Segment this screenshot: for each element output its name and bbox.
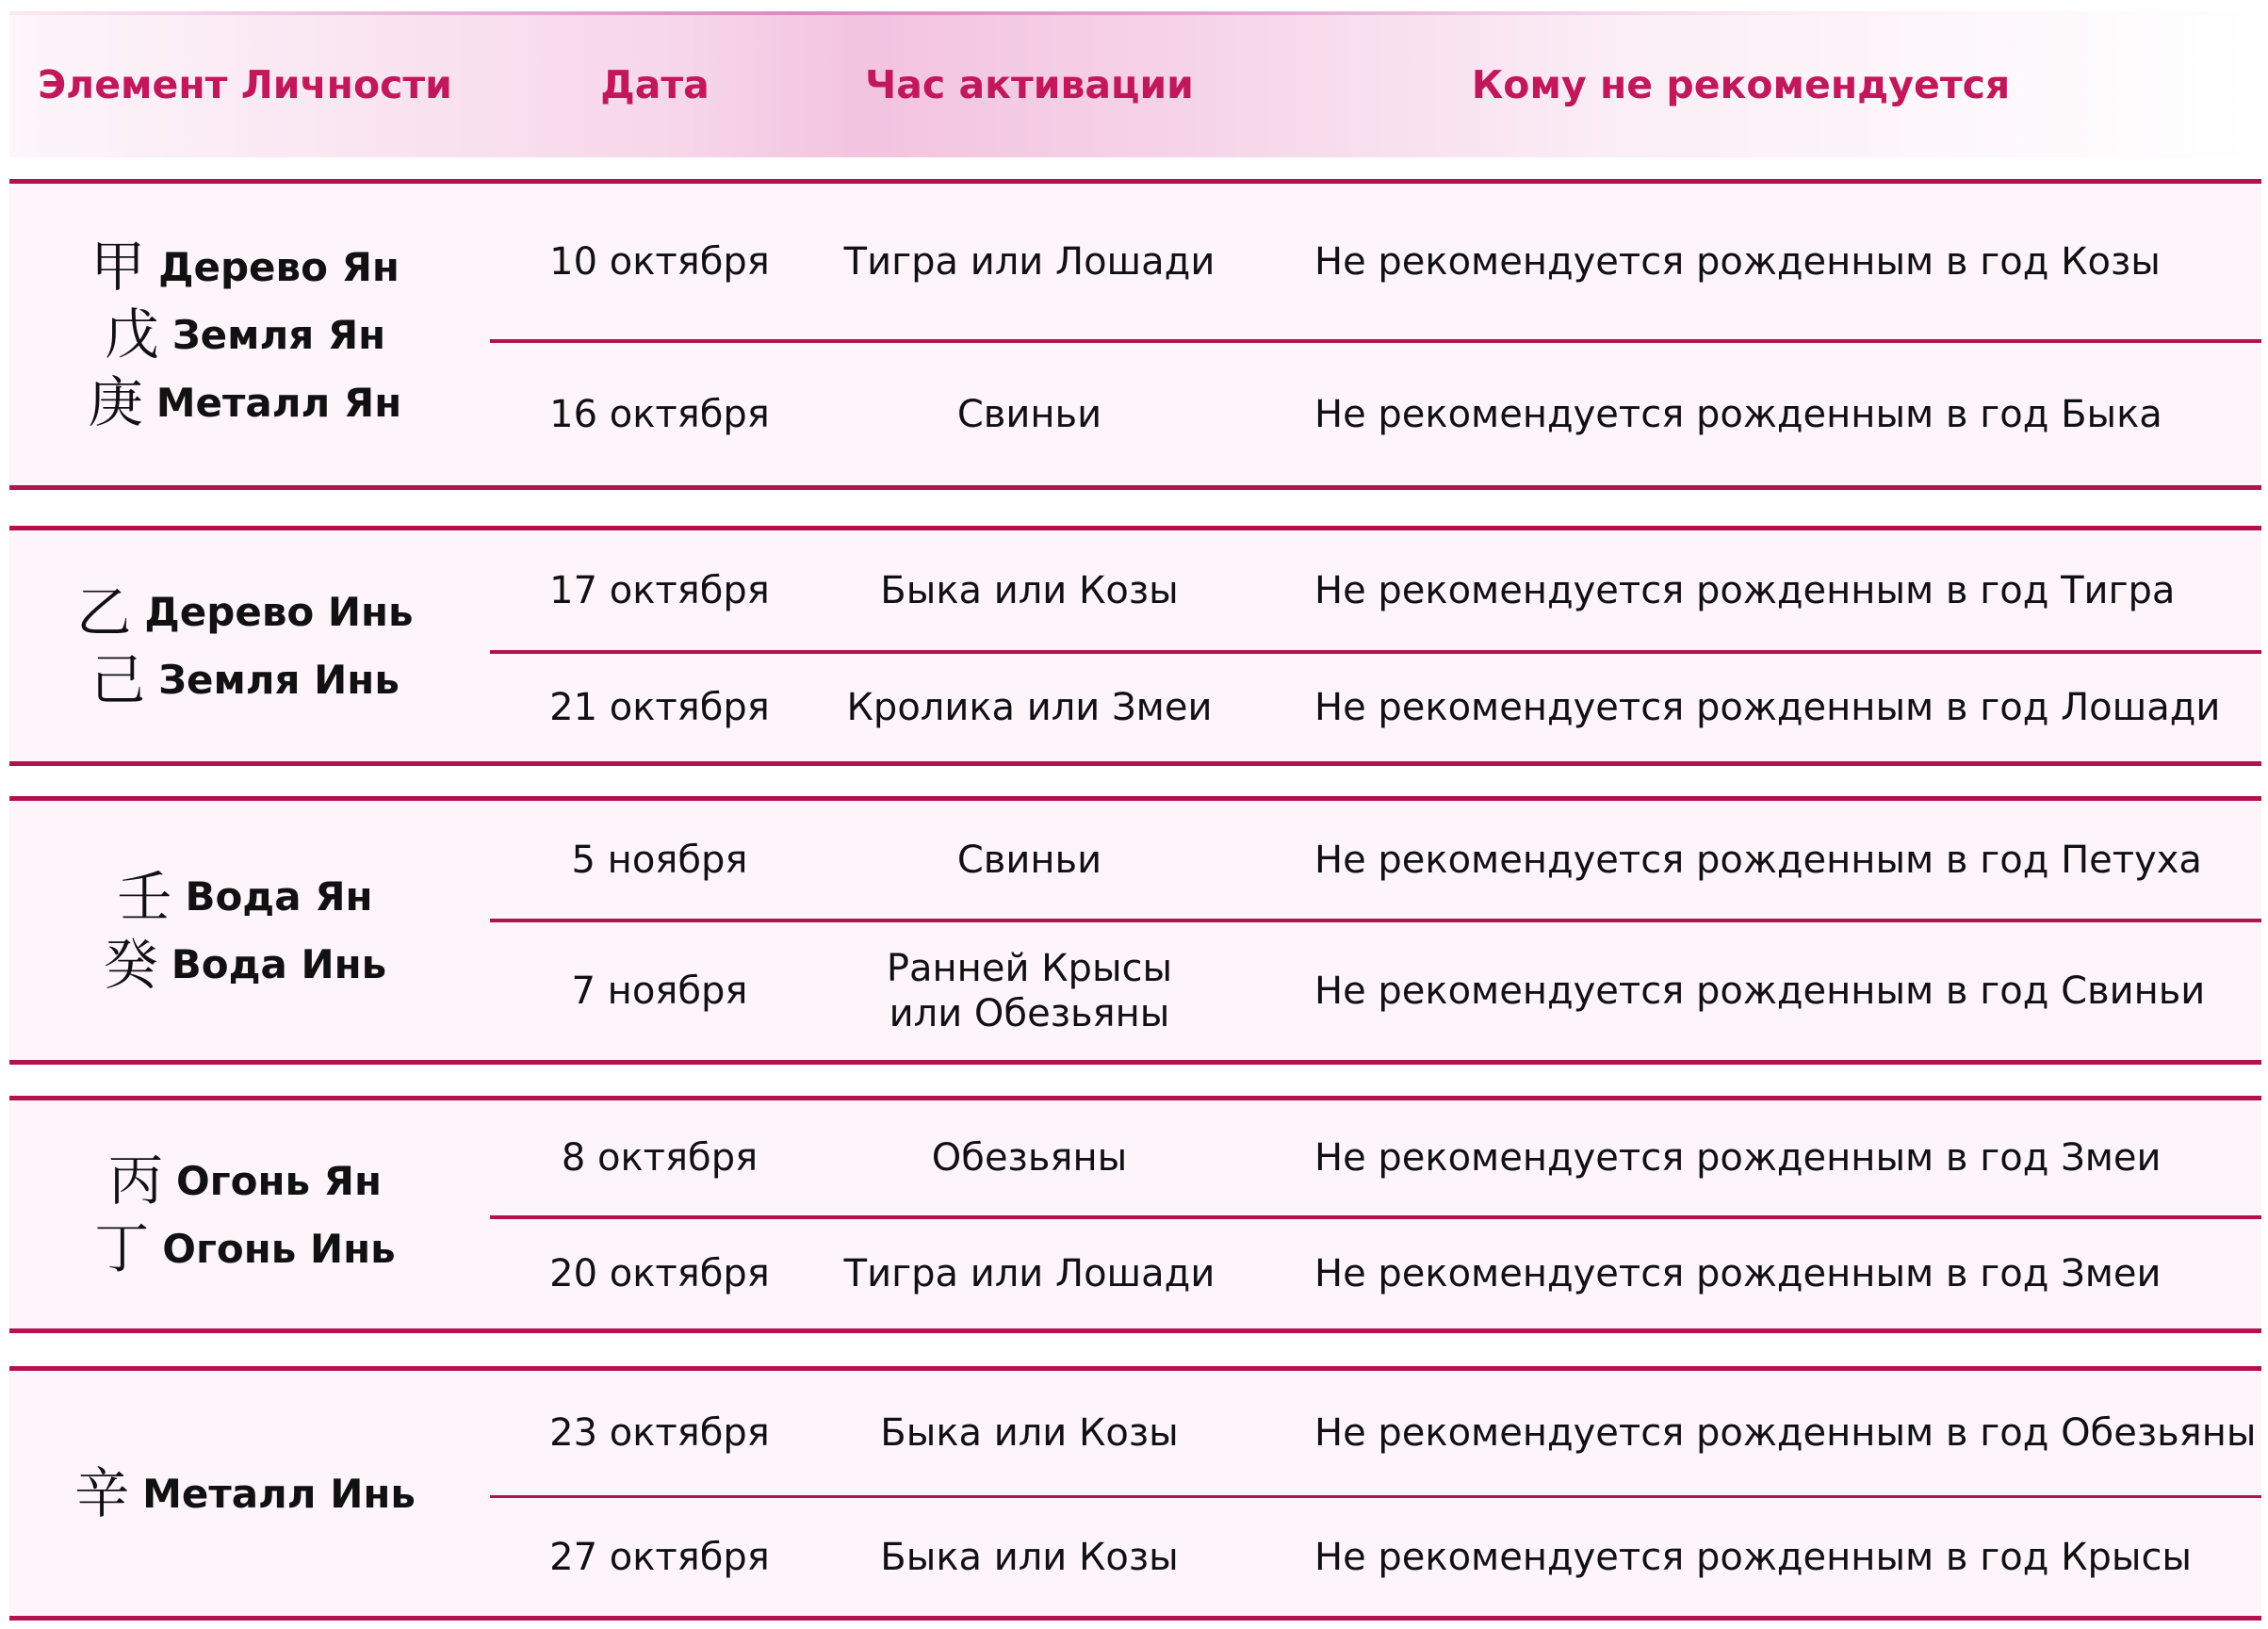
date-cell: 17 октября: [549, 568, 770, 612]
table-row: [490, 343, 2261, 485]
element-list: [9, 1371, 481, 1616]
header-date: Дата: [600, 61, 710, 107]
date-cell: 16 октября: [549, 392, 770, 436]
element-list: [9, 530, 481, 761]
element-item: [104, 302, 386, 367]
earth-yin-glyph: 己: [90, 647, 146, 712]
element-name: Металл Ян: [155, 379, 402, 426]
date-cell: 20 октября: [549, 1252, 770, 1295]
hour-cell: Быка или Козы: [880, 1411, 1179, 1455]
metal-yin-glyph: 辛: [74, 1461, 130, 1525]
date-cell: 23 октября: [549, 1411, 770, 1455]
recommend-cell: Не рекомендуется рожденным в год Свиньи: [1314, 969, 2206, 1013]
element-name: Огонь Инь: [162, 1225, 396, 1272]
fire-yang-glyph: 丙: [107, 1148, 163, 1213]
element-item: [94, 1216, 396, 1280]
hour-cell: Быка или Козы: [880, 1535, 1179, 1579]
element-group: [9, 1096, 2261, 1333]
recommend-cell: Не рекомендуется рожденным в год Обезьяны: [1314, 1411, 2257, 1455]
element-list: [9, 184, 481, 485]
element-name: Земля Инь: [158, 657, 400, 703]
water-yang-glyph: 壬: [117, 864, 172, 929]
element-name: Дерево Ян: [158, 243, 400, 290]
element-list: [9, 1100, 481, 1328]
hour-cell: Быка или Козы: [880, 568, 1179, 612]
element-group: [9, 796, 2261, 1065]
table-row: [490, 1371, 2261, 1495]
table-row: [490, 801, 2261, 919]
element-group: [9, 526, 2261, 766]
recommend-cell: Не рекомендуется рожденным в год Козы: [1314, 239, 2161, 284]
recommend-cell: Не рекомендуется рожденным в год Змеи: [1314, 1136, 2162, 1180]
header-hour: Час активации: [865, 61, 1194, 107]
element-group: [9, 1366, 2261, 1621]
element-item: [117, 864, 373, 929]
hour-cell: Кролика или Змеи: [846, 686, 1213, 729]
recommend-cell: Не рекомендуется рожденным в год Тигра: [1314, 568, 2176, 612]
element-item: [90, 235, 400, 299]
element-name: Огонь Ян: [175, 1157, 383, 1204]
water-yin-glyph: 癸: [103, 932, 158, 997]
date-cell: 10 октября: [549, 239, 770, 284]
element-item: [107, 1148, 383, 1213]
date-cell: 27 октября: [549, 1535, 770, 1579]
recommend-cell: Не рекомендуется рожденным в год Петуха: [1314, 838, 2202, 882]
element-group: [9, 179, 2261, 490]
date-cell: 8 октября: [561, 1136, 759, 1180]
wood-yang-glyph: 甲: [90, 235, 146, 299]
element-name: Вода Инь: [171, 941, 387, 987]
fire-yin-glyph: 丁: [94, 1216, 150, 1280]
element-item: [90, 647, 400, 712]
element-list: [9, 801, 481, 1060]
element-item: [76, 579, 414, 644]
element-item: [74, 1461, 416, 1525]
header-element: Элемент Личности: [38, 61, 452, 107]
table-row: [490, 530, 2261, 650]
hour-cell: Тигра или Лошади: [843, 1252, 1216, 1295]
table-row: [490, 1219, 2261, 1328]
date-cell: 21 октября: [549, 686, 770, 729]
table-header: [9, 11, 2252, 157]
hour-cell: Свиньи: [956, 392, 1102, 436]
earth-yang-glyph: 戊: [104, 302, 159, 367]
recommend-cell: Не рекомендуется рожденным в год Лошади: [1314, 686, 2221, 729]
hour-cell: Ранней Крысы или Обезьяны: [886, 947, 1173, 1035]
element-name: Земля Ян: [171, 311, 386, 358]
recommend-cell: Не рекомендуется рожденным в год Змеи: [1314, 1252, 2162, 1295]
element-name: Вода Ян: [185, 873, 373, 920]
recommend-cell: Не рекомендуется рожденным в год Быка: [1314, 392, 2162, 436]
element-item: [88, 370, 402, 434]
table-row: [490, 1498, 2261, 1616]
table-row: [490, 184, 2261, 339]
hour-cell: Тигра или Лошади: [843, 239, 1216, 284]
recommend-cell: Не рекомендуется рожденным в год Крысы: [1314, 1535, 2193, 1579]
hour-cell: Обезьяны: [931, 1136, 1128, 1180]
element-item: [103, 932, 387, 997]
table-row: [490, 654, 2261, 761]
element-name: Дерево Инь: [144, 589, 414, 635]
header-recommend: Кому не рекомендуется: [1471, 61, 2011, 107]
metal-yang-glyph: 庚: [88, 370, 143, 434]
table-row: [490, 922, 2261, 1060]
date-cell: 7 ноября: [571, 969, 748, 1013]
date-cell: 5 ноября: [571, 838, 748, 882]
wood-yin-glyph: 乙: [76, 579, 132, 644]
hour-cell: Свиньи: [956, 838, 1102, 882]
table-row: [490, 1100, 2261, 1215]
element-name: Металл Инь: [142, 1470, 416, 1517]
